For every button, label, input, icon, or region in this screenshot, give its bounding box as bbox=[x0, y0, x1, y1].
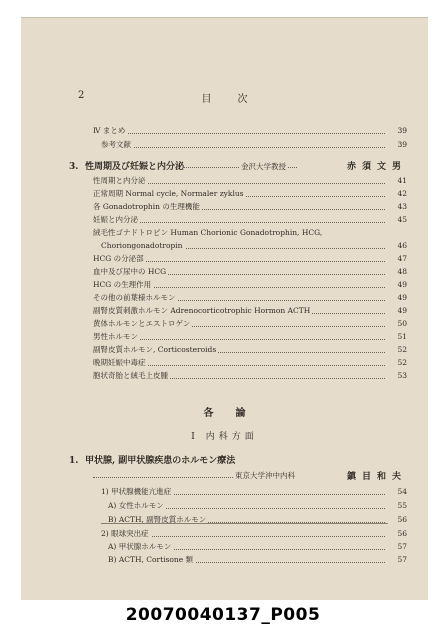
subpart-heading: I 内科方面 bbox=[191, 432, 258, 442]
book-page bbox=[21, 17, 428, 600]
toc-entry: 各 Gonadotrophin の生理機能 43 bbox=[93, 202, 407, 211]
toc-entry: 晩期妊娠中毒症 52 bbox=[93, 358, 407, 367]
toc-entry: 男性ホルモン 51 bbox=[93, 332, 407, 341]
toc-entry: B) ACTH, Cortisone 類 57 bbox=[108, 555, 407, 564]
toc-entry: 血中及び尿中の HCG 48 bbox=[93, 267, 407, 276]
toc-entry: 妊娠と内分泌 45 bbox=[93, 215, 407, 224]
toc-entry: 性周期と内分泌 41 bbox=[93, 176, 407, 185]
section-heading: 3. 性周期及び妊娠と内分泌 金沢大学教授 赤須文男 bbox=[69, 162, 407, 172]
toc-entry: Ⅳ まとめ 39 bbox=[93, 126, 407, 135]
toc-entry: HCG の分泌部 47 bbox=[93, 254, 407, 263]
toc-entry: A) 甲状腺ホルモン 57 bbox=[108, 542, 407, 551]
author-name: 赤須文男 bbox=[346, 162, 407, 172]
toc-title: 目次 bbox=[201, 94, 274, 105]
toc-entry: 胞状奇胎と絨毛上皮腫 53 bbox=[93, 371, 407, 380]
toc-entry: A) 女性ホルモン 55 bbox=[108, 501, 407, 510]
author-name: 鎮目和夫 bbox=[346, 472, 407, 482]
archive-caption: 20070040137_P005 bbox=[125, 605, 321, 625]
toc-entry: HCG の生理作用 49 bbox=[93, 280, 407, 289]
part-heading: 各論 bbox=[203, 408, 268, 419]
toc-entry: 副腎皮質ホルモン, Corticosteroids 52 bbox=[93, 345, 407, 354]
toc-entry: 黄体ホルモンとエストロゲン 50 bbox=[93, 319, 407, 328]
toc-entry: Choriongonadotropin 46 bbox=[101, 241, 407, 250]
toc-entry: 2) 眼球突出症 56 bbox=[101, 529, 407, 538]
toc-entry: 副腎皮質刺激ホルモン Adrenocorticotrophic Hormon ACTH 49 bbox=[93, 306, 407, 315]
divider bbox=[101, 523, 388, 524]
toc-entry: B) ACTH, 副腎皮質ホルモン 56 bbox=[108, 515, 407, 524]
section-heading: 1. 甲状腺, 副甲状腺疾患のホルモン療法 bbox=[69, 456, 236, 466]
toc-entry: 1) 甲状腺機能亢進症 54 bbox=[101, 487, 407, 496]
toc-entry: 参考文献 39 bbox=[101, 140, 407, 149]
page-header bbox=[21, 90, 428, 106]
toc-entry: 絨毛性ゴナドトロピン Human Chorionic Gonadotrophin, HCG, bbox=[93, 228, 323, 237]
toc-entry: 正常周期 Normal cycle, Normaler zyklus 42 bbox=[93, 189, 407, 198]
page-number: 2 bbox=[78, 90, 85, 101]
author-line: 東京大学沖中内科 鎮目和夫 bbox=[93, 470, 407, 482]
toc-entry: その他の前葉様ホルモン 49 bbox=[93, 293, 407, 302]
